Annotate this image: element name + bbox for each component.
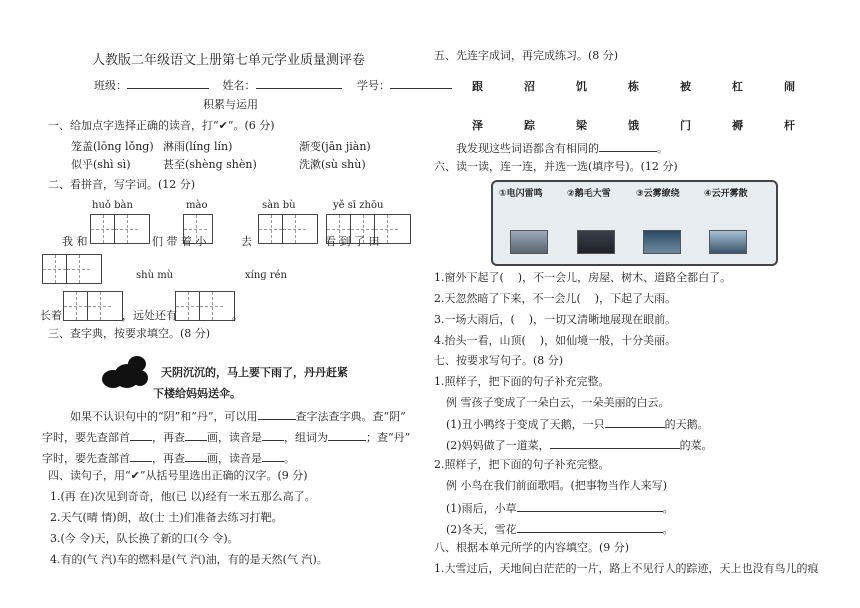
option-4: ④云开雾散 <box>704 189 748 199</box>
q2-line1-a: 我 和 <box>62 235 88 248</box>
q3-sentence-1: 天阴沉沉的，马上要下雨了，丹丹赶紧 <box>161 366 348 379</box>
q3-text-3: 字时，要先查部首 ，再查 画，读音是 。 <box>42 452 295 465</box>
q6-item-4: 4.抬头一看，山顶( )，如仙境一般，十分美丽。 <box>434 334 677 347</box>
q8-heading: 八、根据本单元所学的内容填空。(9 分) <box>434 541 630 554</box>
pinyin-xingren: xínɡ rén <box>245 270 287 281</box>
q7-heading: 七、按要求写句子。(8 分) <box>434 354 564 367</box>
write-grid-xingren[interactable] <box>175 291 235 321</box>
class-field[interactable] <box>127 77 209 89</box>
name-field[interactable] <box>256 77 342 89</box>
q7-sentence-3: (1)雨后，小草 。 <box>446 502 674 515</box>
blank-word-yin[interactable] <box>328 429 366 441</box>
storm-scene-image[interactable] <box>577 230 615 254</box>
q5-row-2[interactable]: 泽 踪 梁 饿 门 褥 杆 <box>472 119 795 132</box>
q2-line1-d: 看 到 了 田 <box>325 235 380 248</box>
q4-item-3[interactable]: 3.(今 令)天，队长换了新的口(今 令)。 <box>50 532 239 545</box>
q7-sentence-2: (2)妈妈做了一道菜， 的菜。 <box>446 439 713 452</box>
q8-item-1: 1.大雪过后，天地间白茫茫的一片，路上不见行人的踪迹，天上也没有鸟儿的痕 <box>434 562 819 575</box>
id-field[interactable] <box>390 77 452 89</box>
q2-heading: 二、看拼音，写字词。(12 分) <box>48 178 196 191</box>
q5-text: 我发现这些词语都含有相同的 。 <box>456 142 668 155</box>
blank-radical-dan[interactable] <box>130 450 152 462</box>
blank-strokes-yin[interactable] <box>185 429 207 441</box>
q7-example-1: 例 雪孩子变成了一朵白云，一朵美丽的白云。 <box>446 396 670 409</box>
q7-part-1: 1.照样子，把下面的句子补充完整。 <box>434 375 610 388</box>
q3-heading: 三、查字典，按要求填空。(8 分) <box>48 327 211 340</box>
q1-item-1[interactable]: 笼盖(lōnɡ lǒnɡ) <box>71 140 154 153</box>
pinyin-mao: mào <box>186 200 208 211</box>
q6-item-1: 1.窗外下起了( )，不一会儿，房屋、树木、道路全都白了。 <box>434 271 732 284</box>
info-line <box>94 77 452 93</box>
pinyin-sanbu: sàn bù <box>262 200 296 211</box>
q7-sentence-1: (1)丑小鸭终于变成了天鹅，一只 的天鹅。 <box>446 418 709 431</box>
q5-heading: 五、先连字成词，再完成练习。(8 分) <box>434 49 619 62</box>
pinyin-yesizhou: yě sī zhōu <box>333 200 384 211</box>
snow-scene-image[interactable] <box>510 230 548 254</box>
q1-heading: 一、给加点字选择正确的读音，打“✔”。(6 分) <box>48 119 275 132</box>
q3-sentence-2: 下楼给妈妈送伞。 <box>153 387 241 400</box>
pinyin-huoban: huǒ bàn <box>92 200 133 211</box>
q4-heading: 四、读句子，用“✔”从括号里选出正确的汉字。(9 分) <box>48 469 308 482</box>
blank-common-radical[interactable] <box>599 140 657 152</box>
write-grid-shumu[interactable] <box>63 291 123 321</box>
rain-cloud-icon <box>102 350 150 390</box>
q2-line2-c: 。 <box>232 309 243 322</box>
write-grid-huoban[interactable] <box>90 214 150 244</box>
clouds-scene-image[interactable] <box>643 230 681 254</box>
weather-card <box>491 180 778 266</box>
q4-item-1[interactable]: 1.(再 在)次见到奇奇，他(已 以)经有一米五那么高了。 <box>50 490 316 503</box>
q7-part-2: 2.照样子，把下面的句子补充完整。 <box>434 458 610 471</box>
q7-example-2: 例 小鸟在我们前面歌唱。(把事物当作人来写) <box>446 479 668 492</box>
blank-grass[interactable] <box>517 500 663 512</box>
q7-sentence-4: (2)冬天，雪花 。 <box>446 523 674 536</box>
name-label: 姓名： <box>222 79 256 92</box>
id-label: 学号： <box>357 79 390 92</box>
q2-line2-a: 长着 <box>40 309 62 322</box>
q6-heading: 六、读一读，连一连，并选一选(填序号)。(12 分) <box>434 160 678 173</box>
blank-pinyin-dan[interactable] <box>262 450 284 462</box>
q4-item-4[interactable]: 4.有的(气 汽)车的燃料是(气 汽)油，有的是天然(气 汽)。 <box>50 553 328 566</box>
option-3: ③云雾缭绕 <box>636 189 680 199</box>
q2-line1-c: 去 <box>241 235 252 248</box>
option-2: ②鹅毛大雪 <box>567 189 611 199</box>
blank-strokes-dan[interactable] <box>185 450 207 462</box>
clear-sky-scene-image[interactable] <box>709 230 747 254</box>
q3-text-1: 如果不认识句中的“阴”和“丹”，可以用 查字法查字典。查“阴” <box>70 410 406 423</box>
q6-item-2: 2.天忽然暗了下来，不一会儿( )，下起了大雨。 <box>434 292 677 305</box>
write-grid-sanbu[interactable] <box>258 214 318 244</box>
q1-item-6[interactable]: 洗漱(sù shù) <box>299 158 366 171</box>
q2-line1-b: 们 带 着 小 <box>152 235 207 248</box>
q1-item-5[interactable]: 甚至(shènɡ shèn) <box>163 158 257 171</box>
blank-method[interactable] <box>258 408 296 420</box>
q3-text-2: 字时，要先查部首 ，再查 画，读音是 ，组词为 ；查“丹” <box>42 431 411 444</box>
section-title: 积累与运用 <box>203 98 258 111</box>
blank-snowflake[interactable] <box>517 521 663 533</box>
blank-swan-adj[interactable] <box>605 416 665 428</box>
class-label: 班级： <box>94 79 127 92</box>
q1-item-4[interactable]: 似乎(shì sì) <box>71 158 131 171</box>
q5-row-1[interactable]: 跟 沼 饥 栋 被 杠 闹 <box>472 80 795 93</box>
pinyin-shumu: shù mù <box>136 270 174 281</box>
write-grid-tianye[interactable] <box>42 254 102 284</box>
page-title: 人教版二年级语文上册第七单元学业质量测评卷 <box>92 53 366 68</box>
q4-item-2[interactable]: 2.天气(晴 情)朗，故(士 土)们准备去练习打靶。 <box>50 511 283 524</box>
option-1: ①电闪雷鸣 <box>499 189 543 199</box>
blank-radical-yin[interactable] <box>130 429 152 441</box>
blank-dish-adj[interactable] <box>550 437 680 449</box>
q1-item-2[interactable]: 淋雨(línɡ lín) <box>163 140 233 153</box>
q6-item-3: 3.一场大雨后，( )，一切又清晰地展现在眼前。 <box>434 313 677 326</box>
blank-pinyin-yin[interactable] <box>262 429 284 441</box>
q2-line2-b: ，远处还有 <box>122 309 177 322</box>
q1-item-3[interactable]: 渐变(jān jiàn) <box>299 140 371 153</box>
